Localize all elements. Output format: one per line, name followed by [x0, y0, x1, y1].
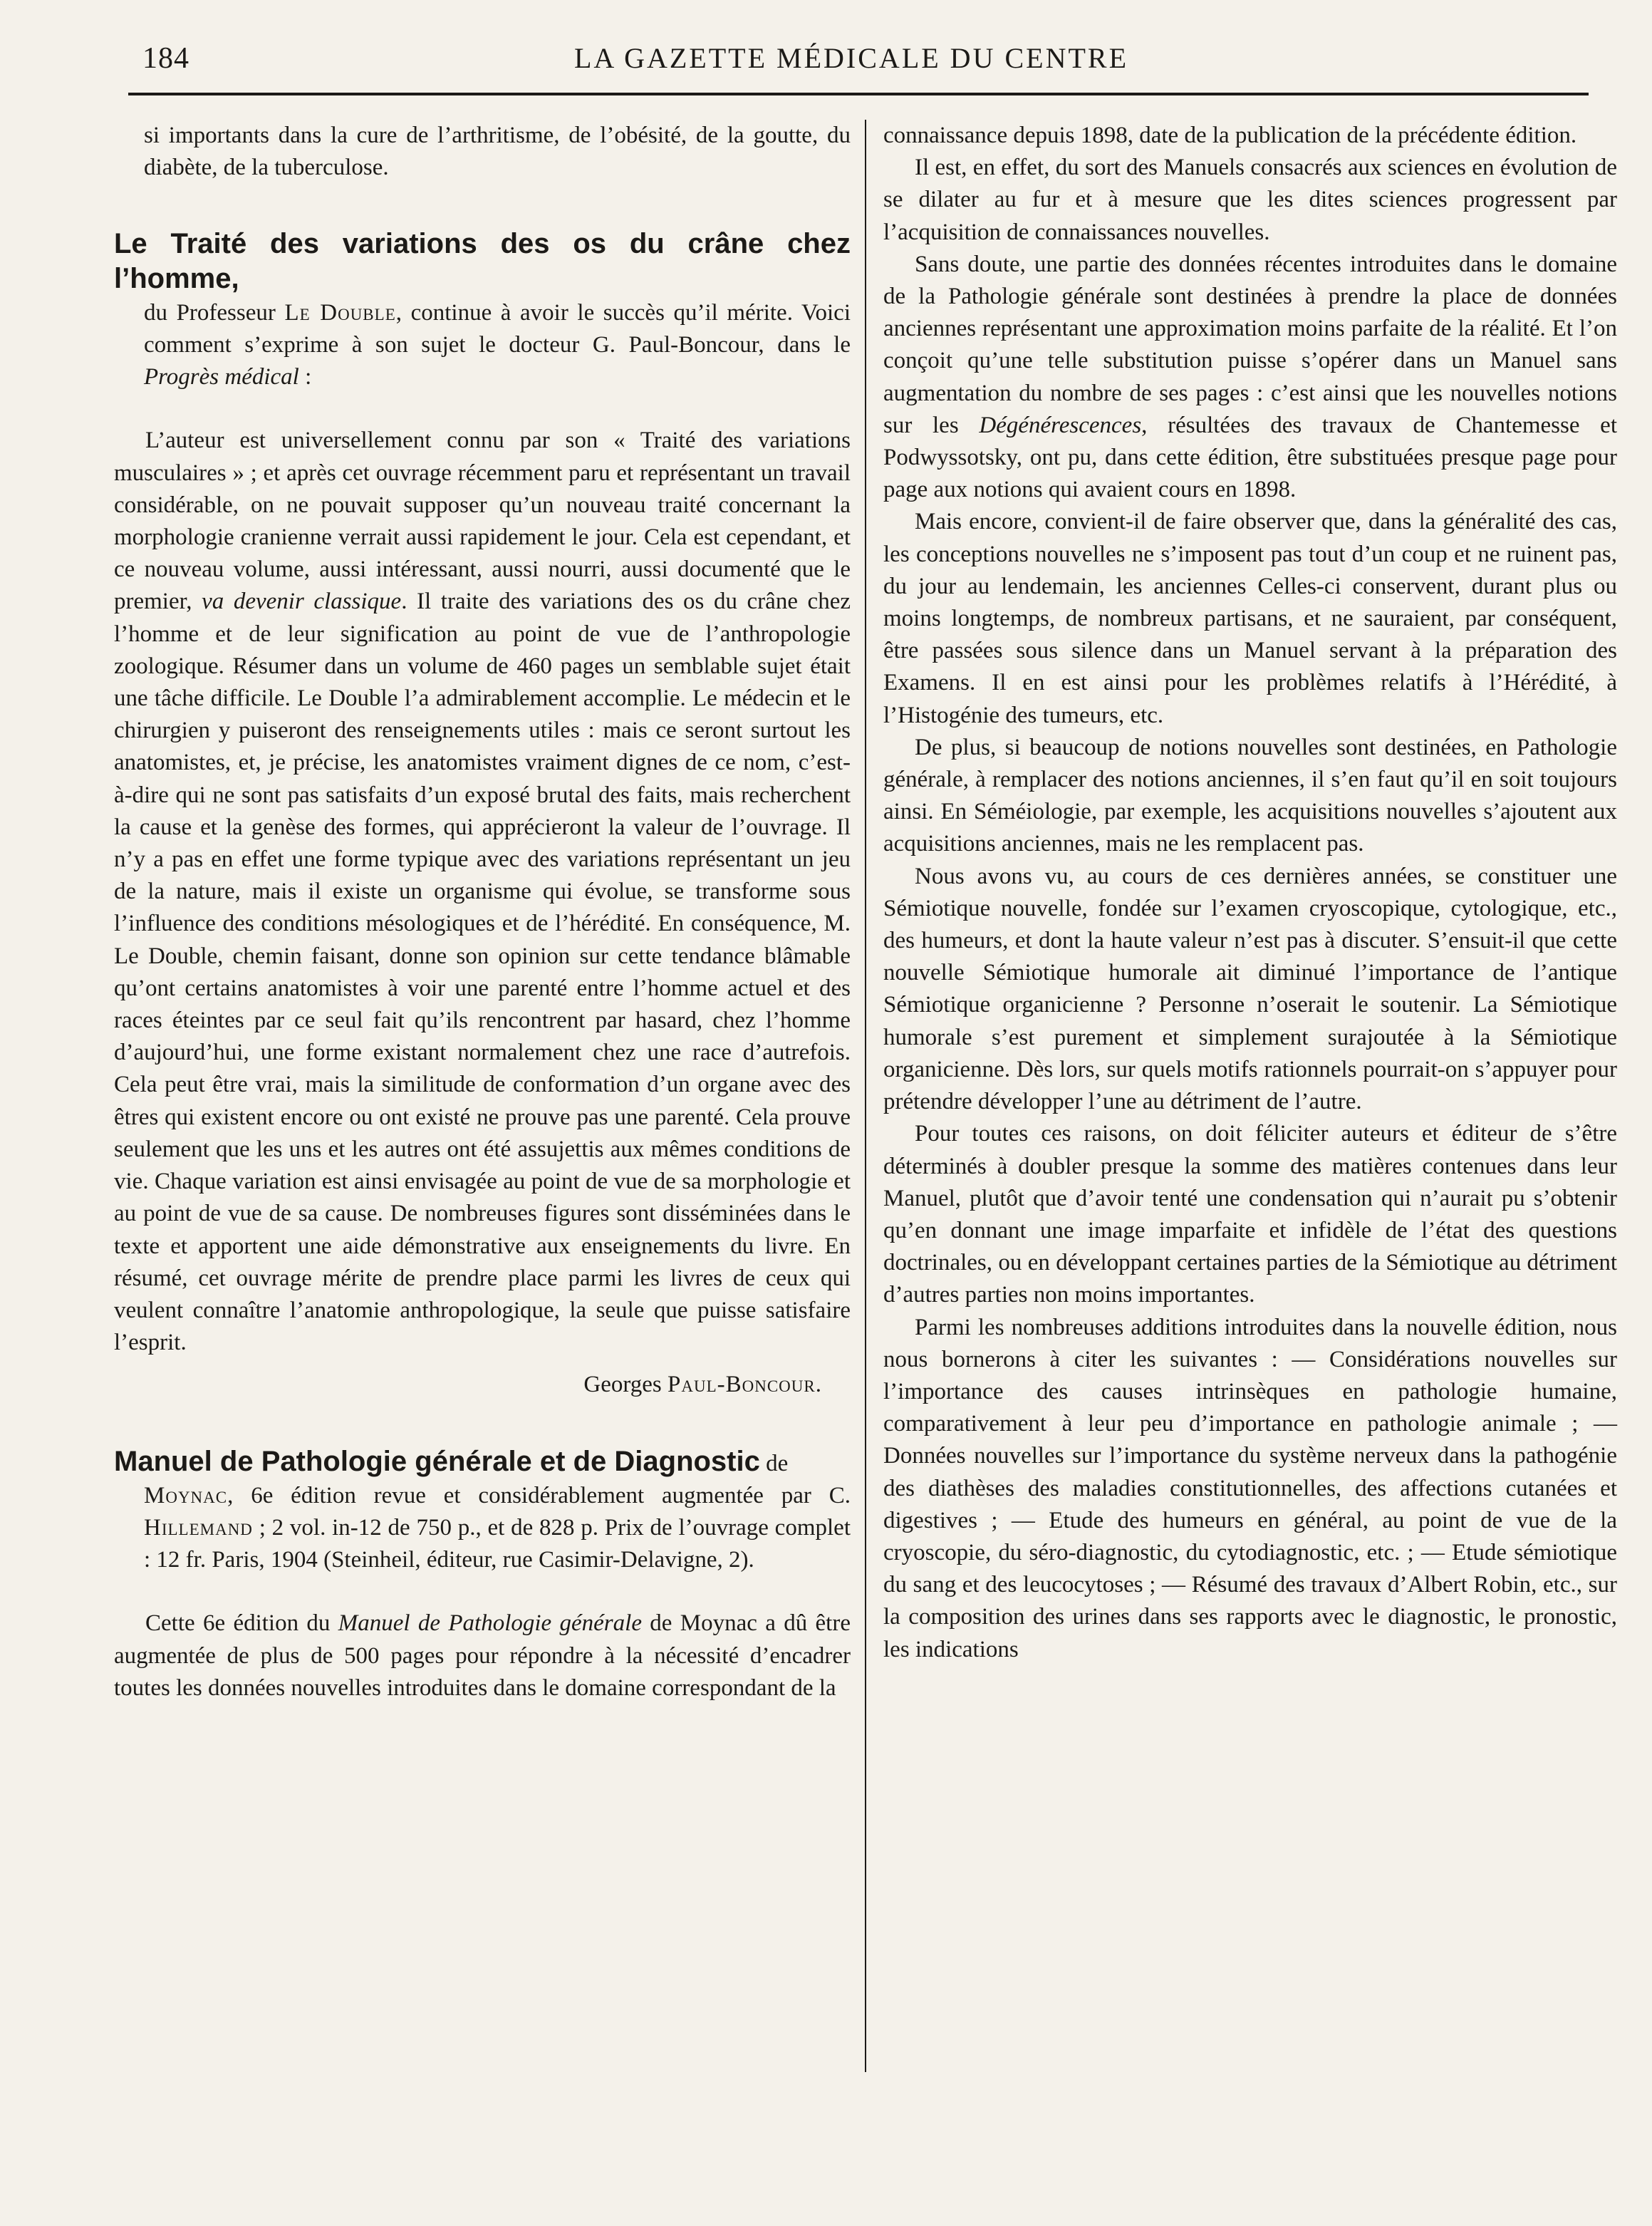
right-paragraph-7: Pour toutes ces raisons, on doit féliciter auteurs et éditeur de s’être déterminés à doubler presque la somme des matières contenues dans leur Manuel, plutôt que d’avoir tenté une condensation qui n’aurait pu s’obtenir qu’en donnant une image imparfaite et infidèle de l’état des questions doctrinales, ou en développant certaines parties de la Sémiotique au détriment d’autres parties non moins importantes. — [883, 1121, 1617, 1308]
section-spacer — [114, 184, 851, 228]
review-text-b: . Il traite des variations des os du crâne chez l’homme et de leur signification au point de vue de l’anthropologie zoologique. Résumer dans un volume de 460 pages un semblable sujet était une tâche difficile. Le Double l’a admirablement accomplie. Le médecin et le chirurgien y puiseront des renseignements utiles : mais ce seront surtout les anatomistes, et, je précise, les anatomistes vraiment dignes de ce nom, c’est-à-dire qui ne sont pas satisfaits d’un exposé brutal des faits, mais recherchent la cause et la genèse des formes, qui apprécieront la valeur de l’ouvrage. Il n’y a pas en effet une forme typique avec des variations représentant un jeu de la nature, mais il existe un organisme qui évolue, se transforme sous l’influence des conditions mésologiques et de l’hérédité. En conséquence, M. Le Double, chemin faisant, donne son opinion sur cette tendance blâmable qu’ont certains anatomistes à voir une parenté entre l’homme actuel et des races éteintes par ce seul fait qu’ils rencontrent par hasard, chez l’homme d’aujourd’hui, une forme existant normalement chez une race d’autrefois. Cela peut être vrai, mais la similitude de conformation d’un organe avec des êtres qui existent encore ou ont existé ne prouve pas une parenté. Cela prouve seulement que les uns et les autres ont été assujettis aux mêmes conditions de vie. Chaque variation est ainsi envisagée au point de vue de sa morphologie et au point de vue de sa cause. De nombreuses figures sont disséminées dans le texte et apportent une aide démonstrative aux enseignements du livre. En résumé, cet ouvrage mérite de prendre place parmi les livres de ceux qui veulent connaître l’anatomie anthropologique, la seule que puisse satisfaire l’esprit. — [114, 589, 851, 1356]
manuel-text-a: Cette 6e édition du — [145, 1610, 338, 1637]
signature-last-name: Paul-Boncour. — [667, 1372, 822, 1398]
header-rule — [128, 93, 1589, 95]
manuel-text — [114, 1608, 851, 1704]
right-p3-text-b: , résultées des travaux de Chantemesse et Podwyssotsky, ont pu, dans cette édition, être substituées presque page pour page aux notions qui avaient cours en 1898. — [883, 412, 1617, 503]
right-paragraph-3 — [883, 249, 1617, 507]
right-p3-text-a: Sans doute, une partie des données récentes introduites dans le domaine de la Pathologie générale sont destinées à prendre la place de données anciennes représentant une approximation moins parfaite de la réalité. Et l’on conçoit qu’une telle substitution puisse s’opérer dans un Manuel sans augmentation du nombre de ses pages : c’est ainsi que les nouvelles notions sur les — [883, 251, 1617, 438]
right-column — [883, 120, 1617, 1666]
right-paragraph-5: De plus, si beaucoup de notions nouvelles sont destinées, en Pathologie générale, à remplacer des notions anciennes, il s’en faut qu’il en soit toujours ainsi. En Séméiologie, par exemple, les acquisitions nouvelles s’ajoutent aux acquisitions anciennes, mais ne les remplacent pas. — [883, 734, 1617, 857]
review-paragraph — [114, 425, 851, 1359]
manuel-description — [114, 1480, 851, 1577]
manuel-author: Moynac — [144, 1482, 228, 1508]
manuel-editor: Hillemand — [144, 1514, 253, 1541]
manuel-body-b: ; 2 vol. in-12 de 750 p., et de 828 p. Prix de l’ouvrage complet : 12 fr. Paris, 1904 (Steinheil, éditeur, rue Casimir-Delavigne, 2). — [144, 1514, 851, 1573]
traite-journal: Progrès médical — [144, 364, 299, 390]
manuel-text-title: Manuel de Pathologie générale — [338, 1610, 642, 1637]
left-column — [114, 120, 851, 1704]
manuel-heading: Manuel de Pathologie générale et de Diagnostic — [114, 1445, 760, 1477]
traite-body-mid: , continue à avoir le succès qu’il mérite. Voici comment s’exprime à son sujet le docteur G. Paul-Boncour, dans le — [144, 299, 851, 358]
right-paragraph-6: Nous avons vu, au cours de ces dernières années, se constituer une Sémiotique nouvelle, fondée sur l’examen cryoscopique, cytologique, etc., des humeurs, et dont la haute valeur n’est pas à discuter. S’ensuit-il que cette nouvelle Sémiotique humorale ait diminué l’importance de l’antique Sémiotique organicienne ? Personne n’oserait le soutenir. La Sémiotique humorale s’est purement et simplement surajoutée à la Sémiotique organicienne. Dès lors, sur quels motifs rationnels pourrait-on s’appuyer pour prétendre développer l’une au détriment de l’autre. — [883, 863, 1617, 1115]
manuel-entry — [114, 1446, 851, 1480]
review-emphasis: va devenir classique — [202, 589, 402, 615]
section-spacer — [114, 393, 851, 425]
traite-author: Le Double — [284, 299, 396, 326]
section-spacer — [114, 1576, 851, 1608]
manuel-heading-tail: de — [759, 1450, 789, 1476]
page-number: 184 — [142, 42, 189, 75]
review-signature — [114, 1369, 851, 1401]
right-paragraph-1: connaissance depuis 1898, date de la publication de la précédente édition. — [883, 123, 1577, 148]
signature-first-name: Georges — [583, 1372, 667, 1398]
intro-paragraph: si importants dans la cure de l’arthritisme, de l’obésité, de la goutte, du diabète, de la tuberculose. — [144, 123, 851, 181]
right-paragraph-4: Mais encore, convient-il de faire observer que, dans la généralité des cas, les conceptions nouvelles ne s’imposent pas tout d’un coup et ne ruinent pas, du jour au lendemain, les anciennes Celles-ci conservent, durant plus ou moins longtemps, de nombreux partisans, et ne sauraient, par conséquent, être passées sous silence dans un Manuel servant à la préparation des Examens. Il en est ainsi pour les problèmes relatifs à l’Hérédité, à l’Histogénie des tumeurs, etc. — [883, 509, 1617, 728]
right-paragraph-8: Parmi les nombreuses additions introduites dans la nouvelle édition, nous nous bornerons à citer les suivantes : — Considérations nouvelles sur l’importance des causes intrinsèques en pathologie humaine, comparativement à leur peu d’importance en pathologie animale ; — Données nouvelles sur l’importance du système nerveux dans la pathogénie des diathèses des maladies constitutionnelles, des affections cutanées et digestives ; — Etude des humeurs en général, au point de vue de la cryoscopie, du séro-diagnostic, du cytodiagnostic, etc. ; — Etude sémiotique du sang et des leucocytoses ; — Résumé des travaux d’Albert Robin, etc., sur la composition des urines dans ses rapports avec le diagnostic, le pronostic, les indications — [883, 1314, 1617, 1662]
review-text-a: L’auteur est universellement connu par son « Traité des variations musculaires » ; et après cet ouvrage récemment paru et représentant un travail considérable, on ne pouvait supposer qu’un nouveau traité concernant la morphologie cranienne verrait aussi rapidement le jour. Cela est cependant, et ce nouveau volume, aussi intéressant, aussi nourri, aussi documenté que le premier, — [114, 428, 851, 615]
traite-heading: Le Traité des variations des os du crâne chez l’homme, — [114, 228, 851, 294]
manuel-text-b: de Moynac a dû être augmentée de plus de 500 pages pour répondre à la nécessité d’encadrer toutes les données nouvelles introduites dans le domaine correspondant de la — [114, 1610, 851, 1701]
traite-description — [114, 297, 851, 394]
manuel-body-a: , 6e édition revue et considérablement augmentée par C. — [227, 1482, 851, 1508]
section-spacer — [114, 1402, 851, 1446]
running-head — [114, 41, 1589, 84]
journal-title: LA GAZETTE MÉDICALE DU CENTRE — [573, 42, 1128, 74]
right-p3-emphasis: Dégénérescences — [979, 412, 1142, 438]
traite-body-post: : — [298, 364, 312, 390]
right-paragraph-2: Il est, en effet, du sort des Manuels consacrés aux sciences en évolution de se dilater au fur et à mesure que les dites sciences progressent par l’acquisition de connaissances nouvelles. — [883, 155, 1617, 245]
traite-body-pre-author: du Professeur — [144, 299, 285, 326]
traite-entry — [114, 228, 851, 296]
column-rule — [865, 120, 866, 2072]
